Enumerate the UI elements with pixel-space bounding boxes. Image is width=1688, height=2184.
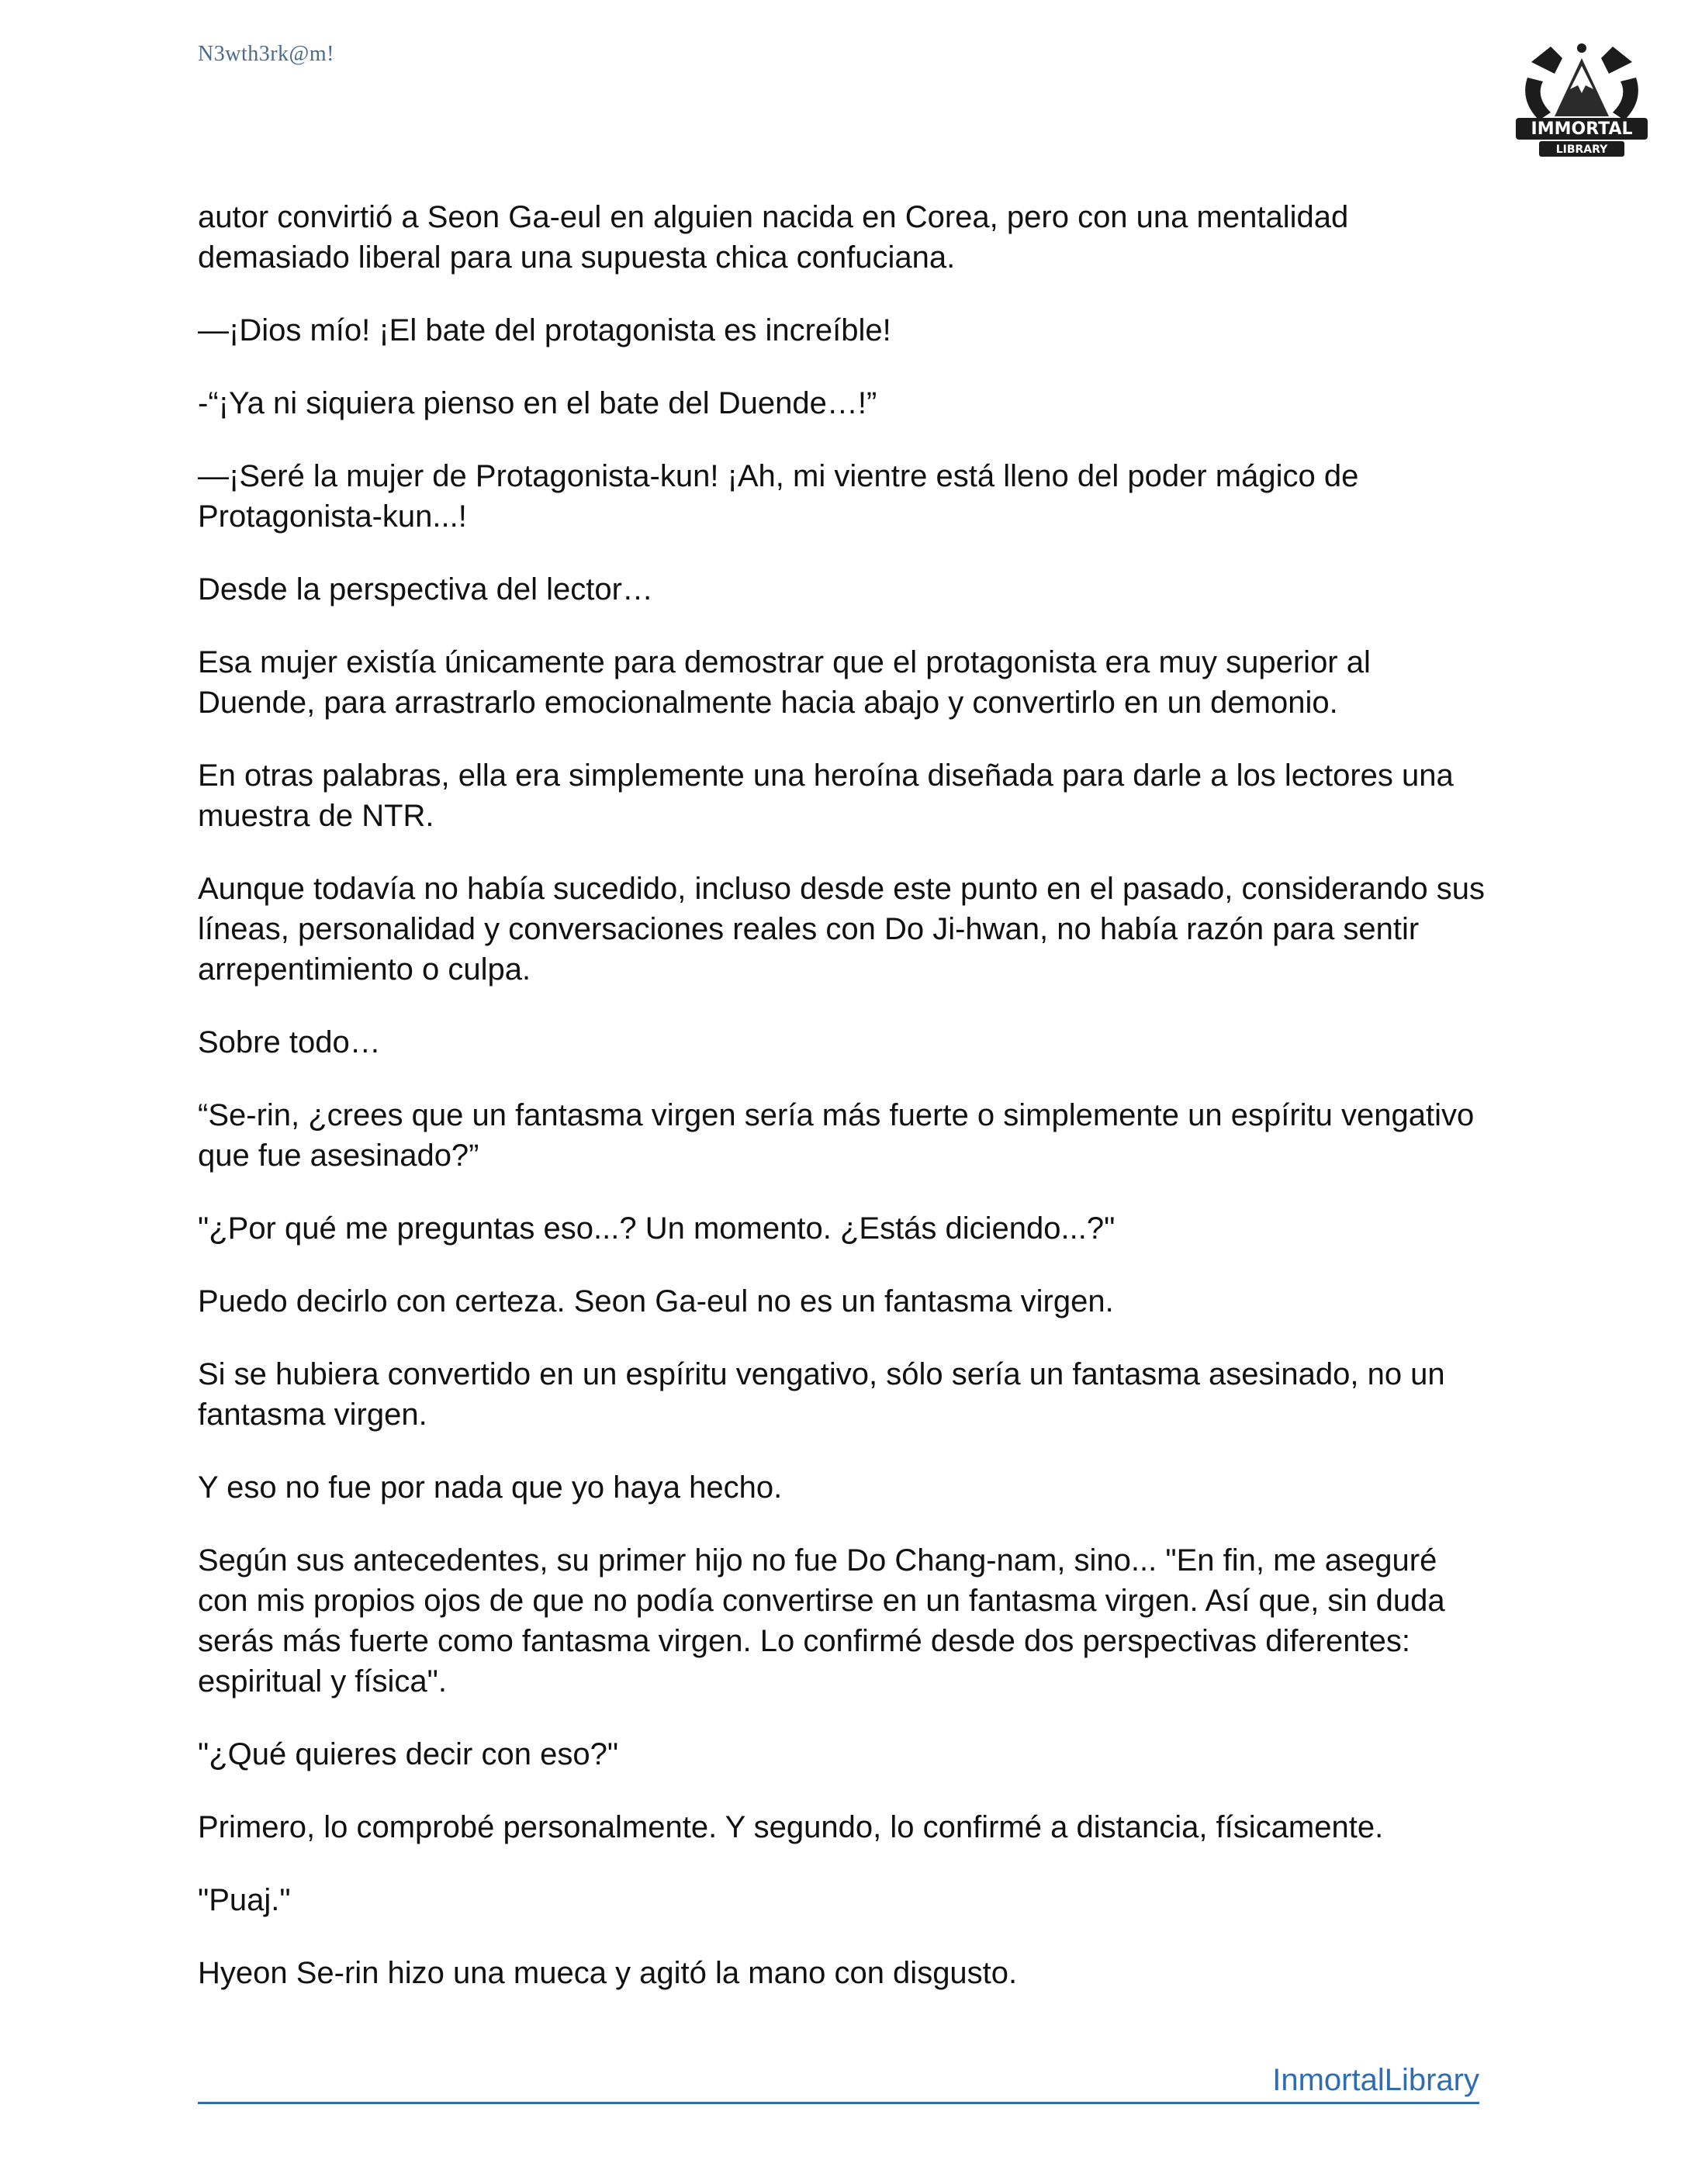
paragraph: Puedo decirlo con certeza. Seon Ga-eul no es un fantasma virgen.	[198, 1284, 1114, 1318]
paragraph: Según sus antecedentes, su primer hijo no fue Do Chang-nam, sino... "En fin, me aseguré con mis propios ojos de que no podía convertirse en un fantasma virgen. Así que, sin duda serás más fuerte como fantasma virgen. Lo confirmé desde dos perspectivas diferentes: espiritual y física".	[198, 1543, 1445, 1698]
paragraph: Y eso no fue por nada que yo haya hecho.	[198, 1470, 783, 1505]
paragraph: autor convirtió a Seon Ga-eul en alguien nacida en Corea, pero con una mentalidad demasiado liberal para una supuesta chica confuciana.	[198, 200, 1349, 275]
logo-text-top: IMMORTAL	[1531, 119, 1633, 139]
footer-link-label[interactable]: InmortalLibrary	[1272, 2063, 1479, 2097]
paragraph: Si se hubiera convertido en un espíritu vengativo, sólo sería un fantasma asesinado, no un fantasma virgen.	[198, 1357, 1445, 1432]
paragraph: —¡Seré la mujer de Protagonista-kun! ¡Ah, mi vientre está lleno del poder mágico de Protagonista-kun...!	[198, 459, 1359, 534]
paragraph: Primero, lo comprobé personalmente. Y segundo, lo confirmé a distancia, físicamente.	[198, 1810, 1384, 1844]
paragraph: Sobre todo…	[198, 1025, 381, 1059]
header-watermark: N3wth3rk@m!	[198, 42, 334, 66]
paragraph: "Puaj."	[198, 1883, 291, 1917]
paragraph: -“¡Ya ni siquiera pienso en el bate del Duende…!”	[198, 386, 877, 420]
paragraph: —¡Dios mío! ¡El bate del protagonista es increíble!	[198, 313, 891, 347]
immortal-library-logo	[1508, 31, 1655, 163]
paragraph: "¿Por qué me preguntas eso...? Un momento. ¿Estás diciendo...?"	[198, 1211, 1116, 1246]
logo-text-bottom: LIBRARY	[1555, 143, 1608, 156]
paragraph: "¿Qué quieres decir con eso?"	[198, 1737, 619, 1771]
paragraph: Desde la perspectiva del lector…	[198, 572, 653, 606]
paragraph: Aunque todavía no había sucedido, incluso desde este punto en el pasado, considerando sus líneas, personalidad y conversaciones reales con Do Ji-hwan, no había razón para sentir arrepentimiento o culpa.	[198, 872, 1486, 987]
footer-link[interactable]	[198, 2060, 1479, 2104]
paragraph: “Se-rin, ¿crees que un fantasma virgen sería más fuerte o simplemente un espíritu vengativo que fue asesinado?”	[198, 1098, 1475, 1173]
paragraph: En otras palabras, ella era simplemente una heroína diseñada para darle a los lectores una muestra de NTR.	[198, 759, 1454, 833]
paragraph: Esa mujer existía únicamente para demostrar que el protagonista era muy superior al Duende, para arrastrarlo emocionalmente hacia abajo y convertirlo en un demonio.	[198, 645, 1371, 720]
document-body	[198, 197, 1486, 2026]
paragraph: Hyeon Se-rin hizo una mueca y agitó la mano con disgusto.	[198, 1956, 1018, 1990]
